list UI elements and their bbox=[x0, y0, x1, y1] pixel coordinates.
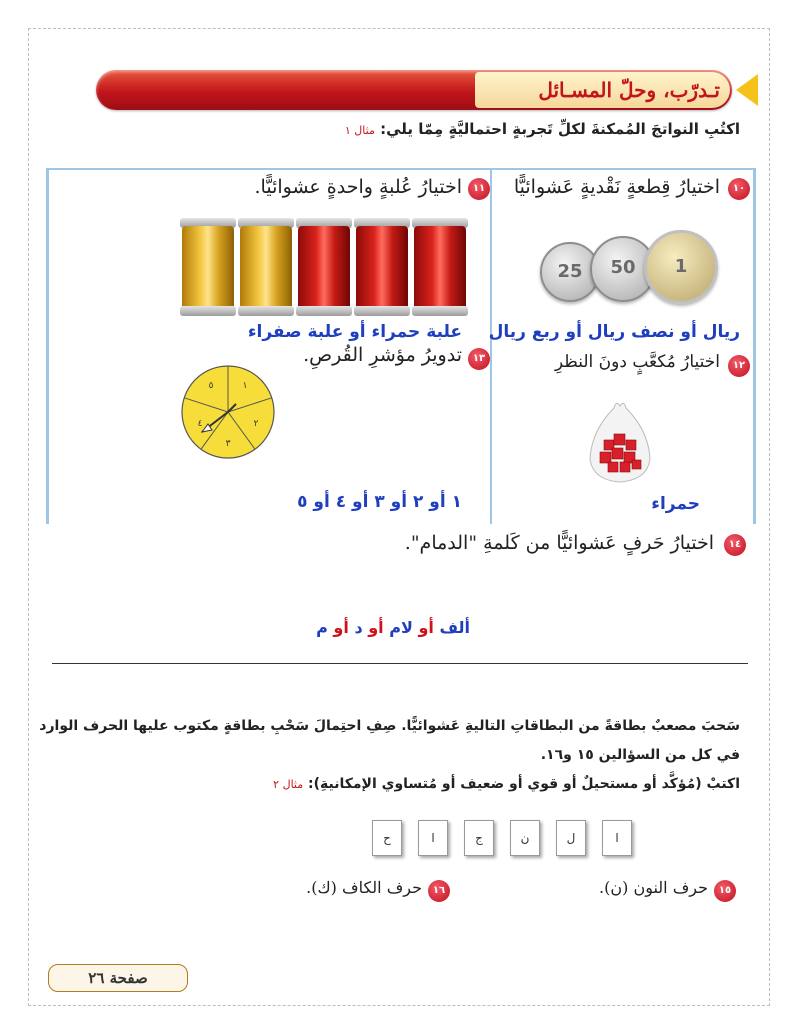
spinner-label-4: ٤ bbox=[197, 419, 203, 429]
letter-card: ا bbox=[418, 820, 448, 856]
question-number-14: ١٤ bbox=[724, 534, 746, 556]
red-can bbox=[414, 226, 466, 310]
answer-14-part: أو bbox=[412, 618, 440, 637]
red-can bbox=[356, 226, 408, 310]
letter-card: ح bbox=[372, 820, 402, 856]
cans-image bbox=[180, 218, 470, 318]
question-16-text: حرف الكاف (ك). bbox=[306, 878, 422, 897]
answer-14-part: م bbox=[316, 618, 328, 637]
grid-divider bbox=[490, 168, 492, 524]
spinner-label-2: ٢ bbox=[253, 419, 259, 429]
letter-card: ج bbox=[464, 820, 494, 856]
bag-of-cubes-image bbox=[580, 400, 660, 485]
arrow-icon bbox=[736, 74, 758, 106]
answer-14-part: د bbox=[354, 618, 363, 637]
page-number: صفحة ٢٦ bbox=[48, 964, 188, 992]
answer-14 bbox=[316, 618, 470, 637]
question-number-11: ١١ bbox=[468, 178, 490, 200]
example-ref: مثال ١ bbox=[344, 124, 375, 137]
instruction-line bbox=[345, 120, 740, 138]
question-number-15: ١٥ bbox=[714, 880, 736, 902]
section2-line2: في كل من السؤالين ١٥ و١٦. bbox=[540, 747, 740, 763]
answer-14-part: أو bbox=[362, 618, 390, 637]
question-number-16: ١٦ bbox=[428, 880, 450, 902]
question-14-text: اختيارُ حَرفٍ عَشوائيًّا من كَلمةِ "الدمام". bbox=[404, 532, 714, 554]
banner-title: تـدرّب، وحلّ المسـائل bbox=[538, 78, 720, 102]
cards-row bbox=[362, 820, 632, 864]
answer-14-part: أو bbox=[327, 618, 355, 637]
gold-can bbox=[182, 226, 234, 310]
question-number-13: ١٣ bbox=[468, 348, 490, 370]
section-divider bbox=[52, 663, 748, 664]
spinner-label-3: ٣ bbox=[225, 439, 231, 449]
section2-line3 bbox=[273, 776, 740, 792]
coin-50: 50 bbox=[590, 236, 656, 302]
gold-can bbox=[240, 226, 292, 310]
spinner bbox=[178, 362, 278, 462]
letter-card: ا bbox=[602, 820, 632, 856]
coin-1-riyal: 1 bbox=[644, 230, 718, 304]
question-10-text: اختيارُ قِطعةٍ نَقْديةٍ عَشوائيًّا bbox=[513, 176, 720, 198]
letter-card: ل bbox=[556, 820, 586, 856]
answer-10: ريال أو نصف ريال أو ربع ريال bbox=[488, 322, 740, 342]
spinner-label-1: ١ bbox=[242, 381, 248, 391]
section2-line1: سَحبَ مصعبٌ بطاقةً من البطاقاتِ التاليةِ عَشوائيًّا. صِفِ احتِمالَ سَحْبِ بطاقةٍ مكتوب عليها الحرف الوارد bbox=[39, 718, 740, 734]
instruction-text: اكتُبِ النواتجَ المُمكنةَ لكلِّ تَجربةٍ احتماليَّةٍ مِمّا يلي: bbox=[380, 120, 740, 138]
question-number-12: ١٢ bbox=[728, 355, 750, 377]
question-12-text: اختيارُ مُكعَّبٍ دونَ النظرِ bbox=[554, 352, 720, 372]
example-ref-2: مثال ٢ bbox=[273, 778, 304, 791]
question-15-text: حرف النون (ن). bbox=[599, 878, 708, 897]
answer-11: علبة حمراء أو علبة صفراء bbox=[247, 322, 462, 342]
question-11-text: اختيارُ عُلبةٍ واحدةٍ عشوائيًّا. bbox=[254, 176, 462, 198]
coin-25: 25 bbox=[540, 242, 600, 302]
answer-12: حمراء bbox=[651, 494, 700, 514]
answer-14-part: لام bbox=[389, 618, 413, 637]
coins-image bbox=[540, 230, 740, 310]
question-13-text: تدويرُ مؤشرِ القُرصِ. bbox=[303, 344, 462, 366]
answer-13: ١ أو ٢ أو ٣ أو ٤ أو ٥ bbox=[297, 492, 462, 512]
spinner-label-5: ٥ bbox=[208, 381, 214, 391]
question-number-10: ١٠ bbox=[728, 178, 750, 200]
answer-14-part: ألف bbox=[439, 618, 470, 637]
letter-card: ن bbox=[510, 820, 540, 856]
section2-instruction: اكتبْ (مُؤكَّد أو مستحيلٌ أو قوي أو ضعيف أو مُتساوي الإمكانيةِ): bbox=[308, 776, 740, 792]
red-can bbox=[298, 226, 350, 310]
grid-top-border bbox=[46, 168, 756, 170]
